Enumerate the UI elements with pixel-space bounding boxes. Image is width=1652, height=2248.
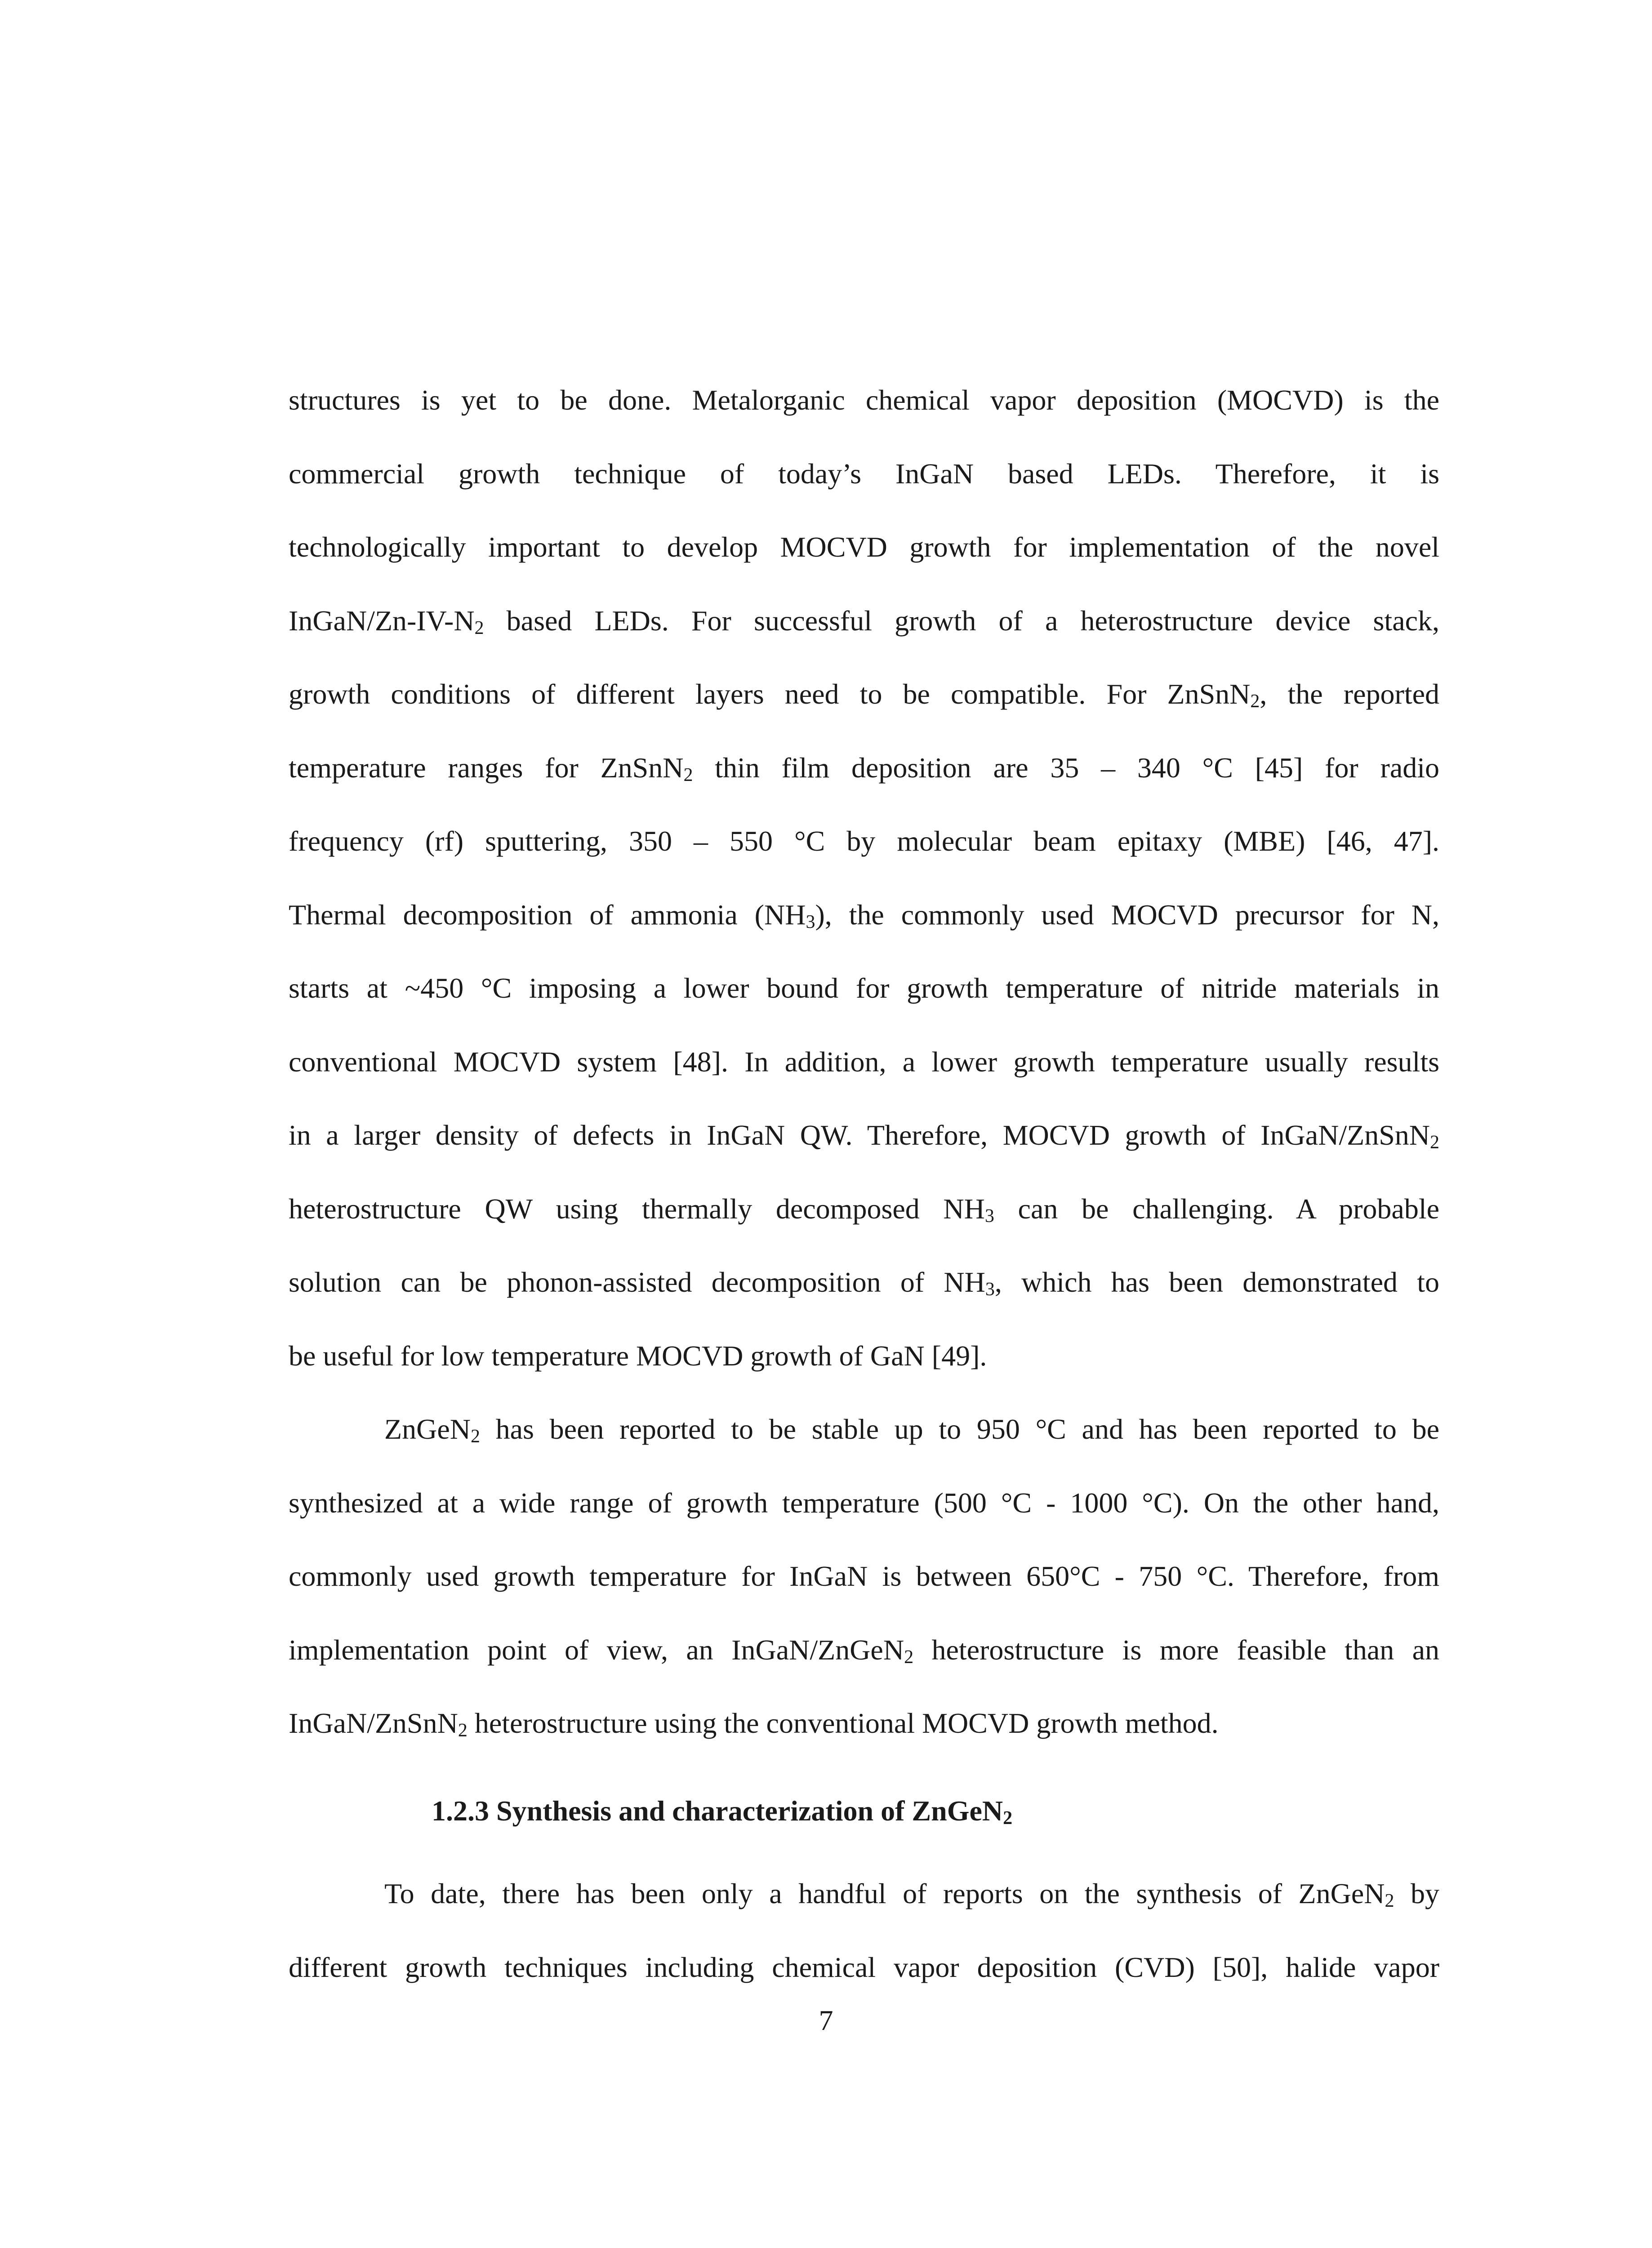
- text-line: To date, there has been only a handful of reports on the synthesis of ZnGeN$_2$ by: [384, 1878, 1440, 1911]
- text-line: in a larger density of defects in InGaN QW. Therefore, MOCVD growth of InGaN/ZnSnN$_2$: [289, 1119, 1439, 1153]
- text-line: starts at ~450 °C imposing a lower bound for growth temperature of nitride materials in: [289, 972, 1439, 1004]
- text-line: technologically important to develop MOCVD growth for implementation of the novel: [289, 531, 1439, 563]
- paragraph-3: [289, 1857, 1439, 2004]
- text-line: frequency (rf) sputtering, 350 – 550 °C by molecular beam epitaxy (MBE) [46, 47].: [289, 825, 1439, 857]
- text-line: synthesized at a wide range of growth temperature (500 °C - 1000 °C). On the other hand,: [289, 1486, 1439, 1519]
- text-line: commonly used growth temperature for InGaN is between 650°C - 750 °C. Therefore, from: [289, 1560, 1439, 1592]
- text-line: heterostructure QW using thermally decomposed $NH_3$ can be challenging. A probable: [289, 1192, 1440, 1227]
- text-line: solution can be phonon-assisted decomposition of $NH_3$, which has been demonstrated to: [289, 1266, 1440, 1300]
- text-line: structures is yet to be done. Metalorganic chemical vapor deposition (MOCVD) is the: [289, 384, 1439, 416]
- page-number: 7: [819, 2004, 833, 2036]
- text-line: growth conditions of different layers need to be compatible. For ZnSnN$_2$, the reported: [289, 678, 1440, 712]
- text-line: commercial growth technique of today’s InGaN based LEDs. Therefore, it is: [289, 457, 1439, 490]
- text-line: Thermal decomposition of ammonia $(NH_3)$, the commonly used MOCVD precursor for N,: [289, 898, 1440, 932]
- text-line: ZnGeN$_2$ has been reported to be stable up to 950 °C and has been reported to be: [384, 1413, 1439, 1447]
- section-heading: 1.2.3 Synthesis and characterization of ZnGeN$_2$: [432, 1795, 1013, 1829]
- paragraph-1: [289, 363, 1439, 1392]
- text-line: implementation point of view, an InGaN/ZnGeN$_2$ heterostructure is more feasible than an: [289, 1633, 1440, 1668]
- text-line: InGaN/ZnSnN$_2$ heterostructure using the conventional MOCVD growth method.: [289, 1707, 1219, 1741]
- text-line: be useful for low temperature MOCVD growth of GaN [49].: [289, 1339, 987, 1372]
- paragraph-2: [289, 1392, 1439, 1760]
- text-line: conventional MOCVD system [48]. In addition, a lower growth temperature usually results: [289, 1045, 1439, 1078]
- text-line: temperature ranges for ZnSnN$_2$ thin film deposition are 35 – 340 °C [45] for radio: [289, 751, 1440, 785]
- text-line: different growth techniques including chemical vapor deposition (CVD) [50], halide vapor: [289, 1951, 1439, 1983]
- text-line: InGaN/$Zn-IV-N_2$ based LEDs. For successful growth of a heterostructure device stack,: [289, 604, 1440, 638]
